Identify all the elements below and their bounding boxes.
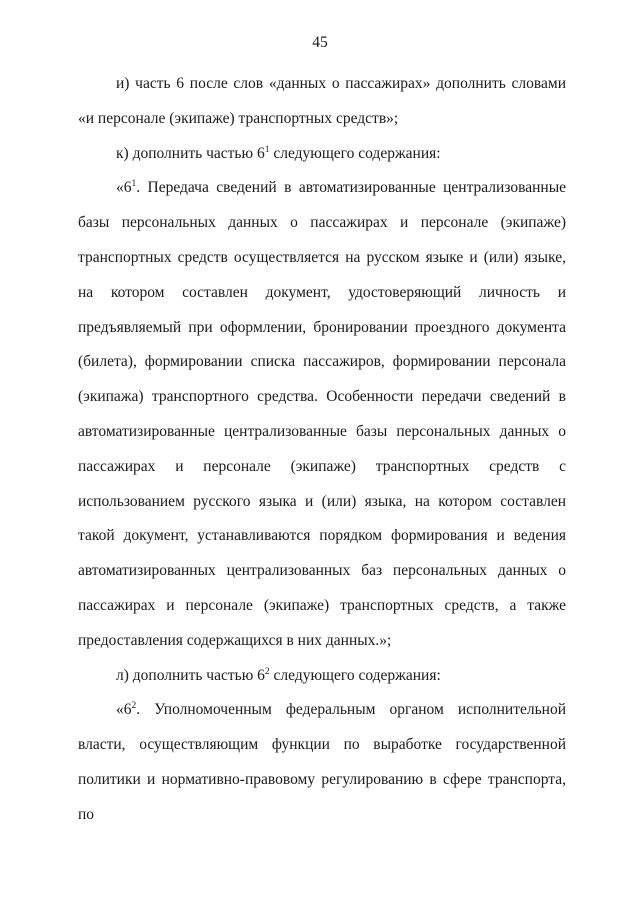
- paragraph-text: и) часть 6 после слов «данных о пассажирах» дополнить словами «и персонале (экипаже) транспортных средств»;: [78, 75, 566, 127]
- paragraph-text-before: л) дополнить частью 6: [116, 666, 265, 684]
- paragraph-text-after: . Передача сведений в автоматизированные централизованные базы персональных данных о пассажирах и персонале (экипаже) транспортных средств осуществляется на русском языке и (или) языке, на котором составлен документ, удостоверяющий личность и предъявляемый при оформлении, бронировании проездного документа (билета), формировании списка пассажиров, формировании персонала (экипажа) транспортного средства. Особенности передачи сведений в автоматизированные централизованные базы персональных данных о пассажирах и персонале (экипаже) транспортных средств с использованием русского языка и (или) языка, на котором составлен такой документ, устанавливаются порядком формирования и ведения автоматизированных централизованных баз персональных данных о пассажирах и персонале (экипаже) транспортных средств, а также предоставления содержащихся в них данных.»;: [78, 179, 566, 649]
- paragraph-text-after: . Уполномоченным федеральным органом исполнительной власти, осуществляющим функции по выработке государственной политики и нормативно-правовому регулированию в сфере транспорта, по: [78, 701, 566, 823]
- paragraph-text-before: к) дополнить частью 6: [116, 144, 265, 162]
- superscript: 1: [264, 144, 270, 155]
- superscript: 1: [131, 179, 137, 190]
- paragraph-text-before: «6: [116, 701, 132, 719]
- paragraph-text-after: следующего содержания:: [269, 666, 441, 684]
- paragraph-text-after: следующего содержания:: [269, 144, 441, 162]
- superscript: 2: [131, 701, 137, 712]
- paragraph-item-k: [78, 137, 566, 172]
- paragraph-part-6-1: [78, 171, 566, 658]
- superscript: 2: [264, 666, 270, 677]
- paragraph-item-i: [78, 67, 566, 137]
- paragraph-text-before: «6: [116, 179, 132, 197]
- paragraph-item-l: [78, 659, 566, 694]
- document-body: [78, 67, 566, 833]
- page-number: 45: [312, 34, 328, 51]
- paragraph-part-6-2: [78, 693, 566, 832]
